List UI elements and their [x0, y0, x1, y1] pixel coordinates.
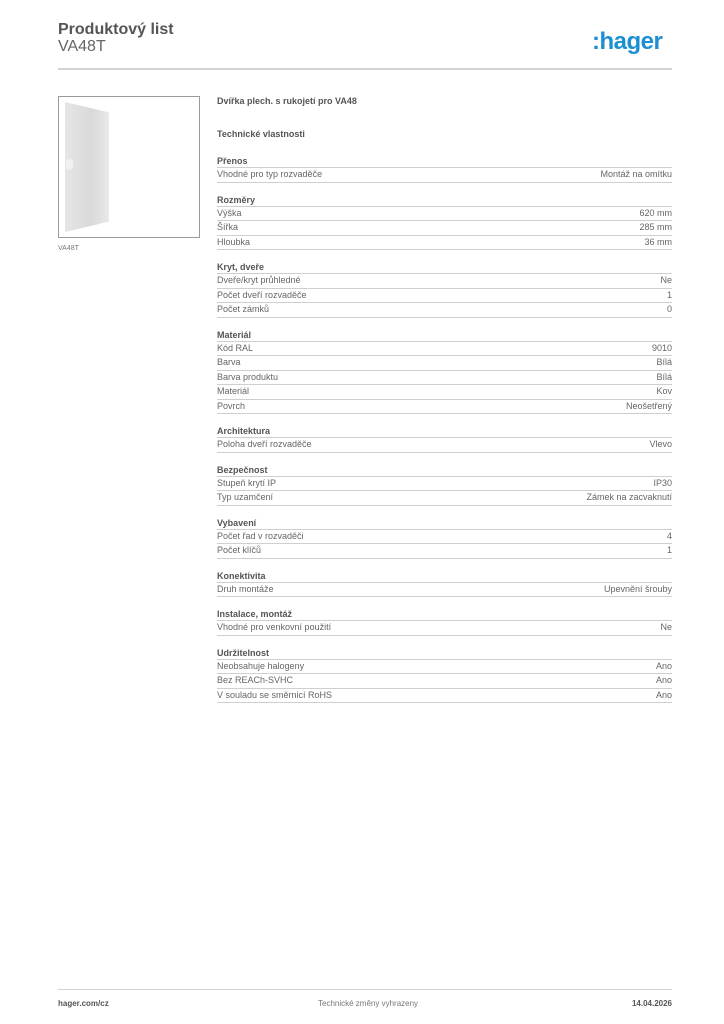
spec-value: Bílá [656, 357, 672, 367]
spec-value: Ano [655, 675, 672, 685]
product-description: Dvířka plech. s rukojetí pro VA48 [217, 96, 357, 106]
spec-label: Vhodné pro venkovní použití [217, 622, 332, 632]
spec-label: Materiál [217, 386, 250, 396]
spec-row [217, 207, 672, 222]
spec-label: V souladu se směrnicí RoHS [217, 689, 333, 700]
spec-label: Neobsahuje halogeny [217, 660, 305, 671]
spec-value: Zámek na zacvaknutí [586, 492, 672, 502]
spec-group [217, 425, 672, 453]
spec-group [217, 329, 672, 415]
footer-website-link[interactable]: hager.com/cz [58, 999, 109, 1008]
spec-group [217, 155, 672, 183]
logo-text: hager [599, 28, 663, 55]
spec-group [217, 517, 672, 559]
spec-row [217, 660, 672, 675]
hager-logo [592, 29, 662, 55]
spec-label: Kód RAL [217, 342, 254, 353]
spec-groups [217, 155, 672, 703]
door-handle-icon [66, 159, 73, 170]
spec-value: 1 [666, 289, 672, 300]
spec-value: 9010 [651, 342, 672, 353]
product-code: VA48T [58, 38, 106, 55]
section-title: Technické vlastnosti [217, 129, 305, 139]
spec-group-title: Kryt, dveře [217, 261, 672, 274]
spec-group [217, 194, 672, 251]
spec-value: Kov [656, 386, 672, 396]
footer-date: 14.04.2026 [631, 999, 672, 1008]
spec-value: Ne [660, 275, 672, 285]
spec-label: Druh montáže [217, 583, 274, 594]
spec-group-title: Instalace, montáž [217, 608, 672, 621]
spec-row [217, 289, 672, 304]
logo-colon: : [592, 28, 600, 55]
spec-group-title: Konektivita [217, 570, 672, 583]
spec-row [217, 438, 672, 453]
spec-value: 620 mm [639, 207, 672, 218]
spec-value: 4 [666, 530, 672, 541]
spec-row [217, 303, 672, 318]
spec-group-title: Materiál [217, 329, 672, 342]
spec-row [217, 530, 672, 545]
spec-row [217, 544, 672, 559]
product-image [58, 96, 200, 238]
spec-label: Bez REACh-SVHC [217, 675, 294, 685]
spec-label: Šířka [217, 222, 239, 232]
spec-row [217, 491, 672, 506]
spec-content [217, 96, 672, 714]
spec-label: Typ uzamčení [217, 492, 274, 502]
spec-group-title: Vybavení [217, 517, 672, 530]
spec-value: 1 [666, 545, 672, 555]
spec-row [217, 400, 672, 415]
spec-group [217, 608, 672, 636]
spec-row [217, 168, 672, 183]
spec-row [217, 477, 672, 492]
spec-group-title: Přenos [217, 155, 672, 168]
spec-label: Počet řad v rozvaděči [217, 530, 304, 541]
spec-label: Povrch [217, 400, 246, 411]
spec-value: 0 [666, 304, 672, 314]
spec-group [217, 464, 672, 506]
spec-row [217, 689, 672, 704]
spec-value: 285 mm [639, 222, 672, 232]
spec-value: IP30 [653, 477, 672, 488]
spec-group-title: Bezpečnost [217, 464, 672, 477]
spec-row [217, 221, 672, 236]
spec-label: Výška [217, 207, 242, 218]
footer-divider [58, 989, 672, 990]
spec-label: Dveře/kryt průhledné [217, 275, 301, 285]
spec-label: Poloha dveří rozvaděče [217, 439, 312, 449]
spec-row [217, 236, 672, 251]
spec-group [217, 261, 672, 318]
spec-group-title: Udržitelnost [217, 647, 672, 660]
spec-label: Hloubka [217, 236, 251, 247]
spec-row [217, 342, 672, 357]
footer-notice: Technické změny vyhrazeny [318, 999, 419, 1008]
spec-value: Vlevo [649, 439, 672, 449]
spec-value: Montáž na omítku [600, 169, 672, 179]
spec-label: Barva produktu [217, 371, 279, 382]
spec-row [217, 583, 672, 598]
spec-label: Počet klíčů [217, 545, 262, 555]
spec-value: Ne [660, 622, 672, 632]
spec-row [217, 674, 672, 689]
page-title: Produktový list [58, 21, 174, 38]
header-divider [58, 68, 672, 70]
spec-value: 36 mm [644, 236, 672, 247]
spec-value: Upevnění šrouby [603, 583, 672, 594]
image-caption: VA48T [58, 245, 79, 252]
spec-value: Neošetřený [625, 400, 672, 411]
spec-row [217, 385, 672, 400]
spec-label: Barva [217, 357, 241, 367]
spec-value: Ano [655, 660, 672, 671]
spec-row [217, 356, 672, 371]
spec-label: Vhodné pro typ rozvaděče [217, 169, 323, 179]
spec-label: Počet zámků [217, 304, 270, 314]
spec-label: Stupeň krytí IP [217, 477, 277, 488]
spec-group-title: Rozměry [217, 194, 672, 207]
spec-label: Počet dveří rozvaděče [217, 289, 307, 300]
spec-group [217, 647, 672, 704]
spec-row [217, 274, 672, 289]
spec-value: Bílá [656, 371, 672, 382]
spec-group [217, 570, 672, 598]
spec-row [217, 371, 672, 386]
spec-group-title: Architektura [217, 425, 672, 438]
spec-row [217, 621, 672, 636]
spec-value: Ano [655, 689, 672, 700]
